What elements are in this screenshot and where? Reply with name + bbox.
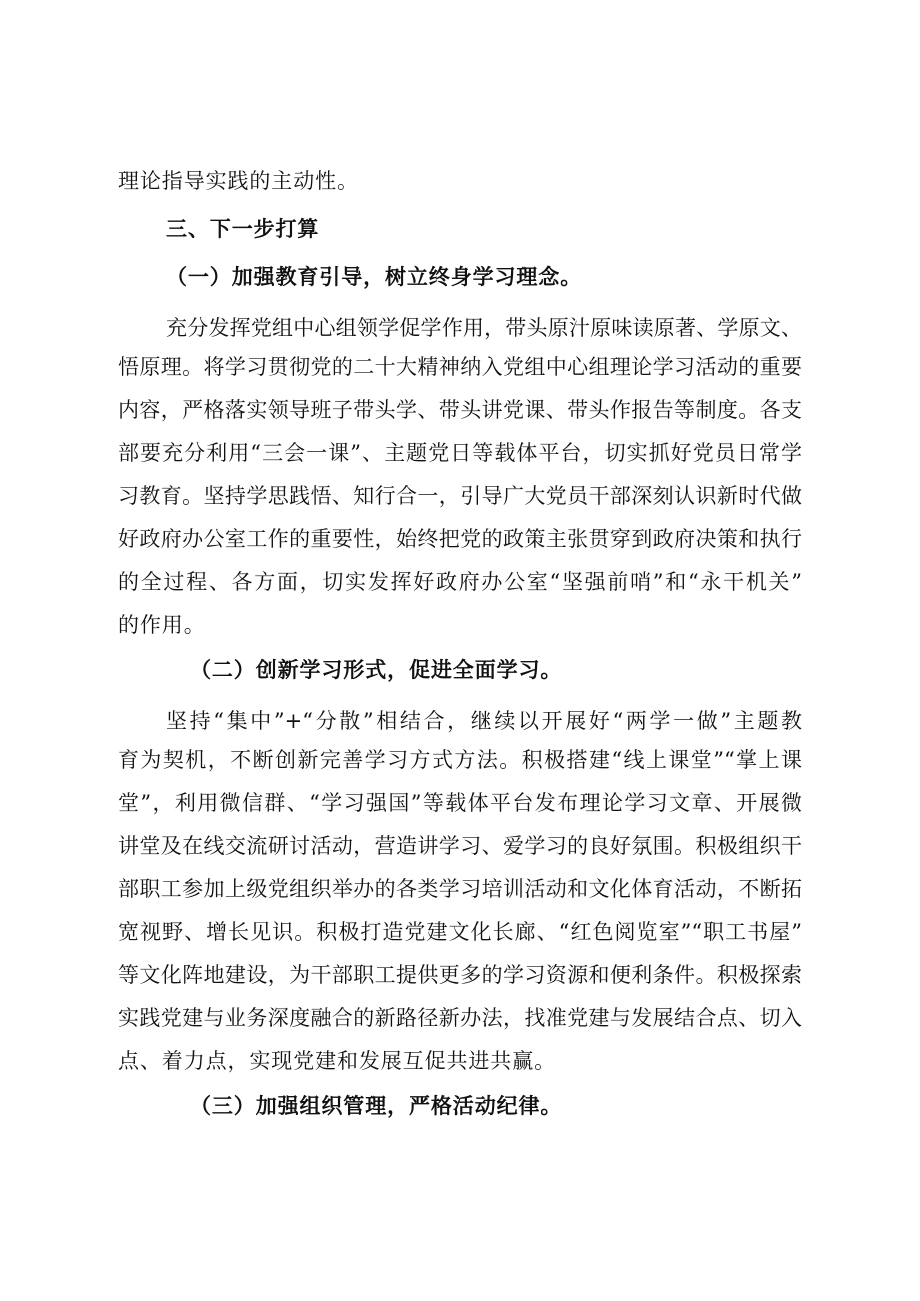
continuation-text: 理论指导实践的主动性。 [118,169,359,193]
paragraph-1-line: 部要充分利用“三会一课”、主题党日等载体平台，切实抓好党员日常学 [118,441,802,465]
paragraph-2-line: 坚持“集中”+“分散”相结合，继续以开展好“两学一做”主题教 [166,709,802,733]
paragraph-1-line: 内容，严格落实领导班子带头学、带头讲党课、带头作报告等制度。各支 [118,398,802,422]
section-heading: 三、下一步打算 [166,216,320,241]
paragraph-2-line: 讲堂及在线交流研讨活动，营造讲学习、爱学习的良好氛围。积极组织干 [118,834,802,858]
paragraph-1-line: 充分发挥党组中心组领学促学作用，带头原汁原味读原著、学原文、 [166,316,802,340]
paragraph-2-line: 宽视野、增长见识。积极打造党建文化长廊、“红色阅览室”“职工书屋” [118,920,802,944]
paragraph-1-line: 好政府办公室工作的重要性，始终把党的政策主张贯穿到政府决策和执行 [118,527,802,551]
paragraph-1-line: 悟原理。将学习贯彻党的二十大精神纳入党组中心组理论学习活动的重要 [118,355,802,379]
paragraph-2-line: 点、着力点，实现党建和发展互促共进共赢。 [118,1049,556,1073]
paragraph-2-line: 等文化阵地建设，为干部职工提供更多的学习资源和便利条件。积极探索 [118,963,802,987]
paragraph-1-line: 习教育。坚持学思践悟、知行合一，引导广大党员干部深刻认识新时代做 [118,484,802,508]
subsection-title-1: （一）加强教育引导，树立终身学习理念。 [166,264,583,289]
paragraph-2-line: 堂”，利用微信群、“学习强国”等载体平台发布理论学习文章、开展微 [118,791,802,815]
paragraph-2-line: 部职工参加上级党组织举办的各类学习培训活动和文化体育活动，不断拓 [118,877,802,901]
paragraph-1-line: 的全过程、各方面，切实发挥好政府办公室“坚强前哨”和“永干机关” [118,570,802,594]
paragraph-1-line: 的作用。 [118,613,206,637]
paragraph-2-line: 育为契机，不断创新完善学习方式方法。积极搭建“线上课堂”“掌上课 [118,748,802,772]
subsection-title-2: （二）创新学习形式，促进全面学习。 [190,657,563,682]
subsection-title-3: （三）加强组织管理，严格活动纪律。 [190,1093,563,1118]
paragraph-2-line: 实践党建与业务深度融合的新路径新办法，找准党建与发展结合点、切入 [118,1006,802,1030]
